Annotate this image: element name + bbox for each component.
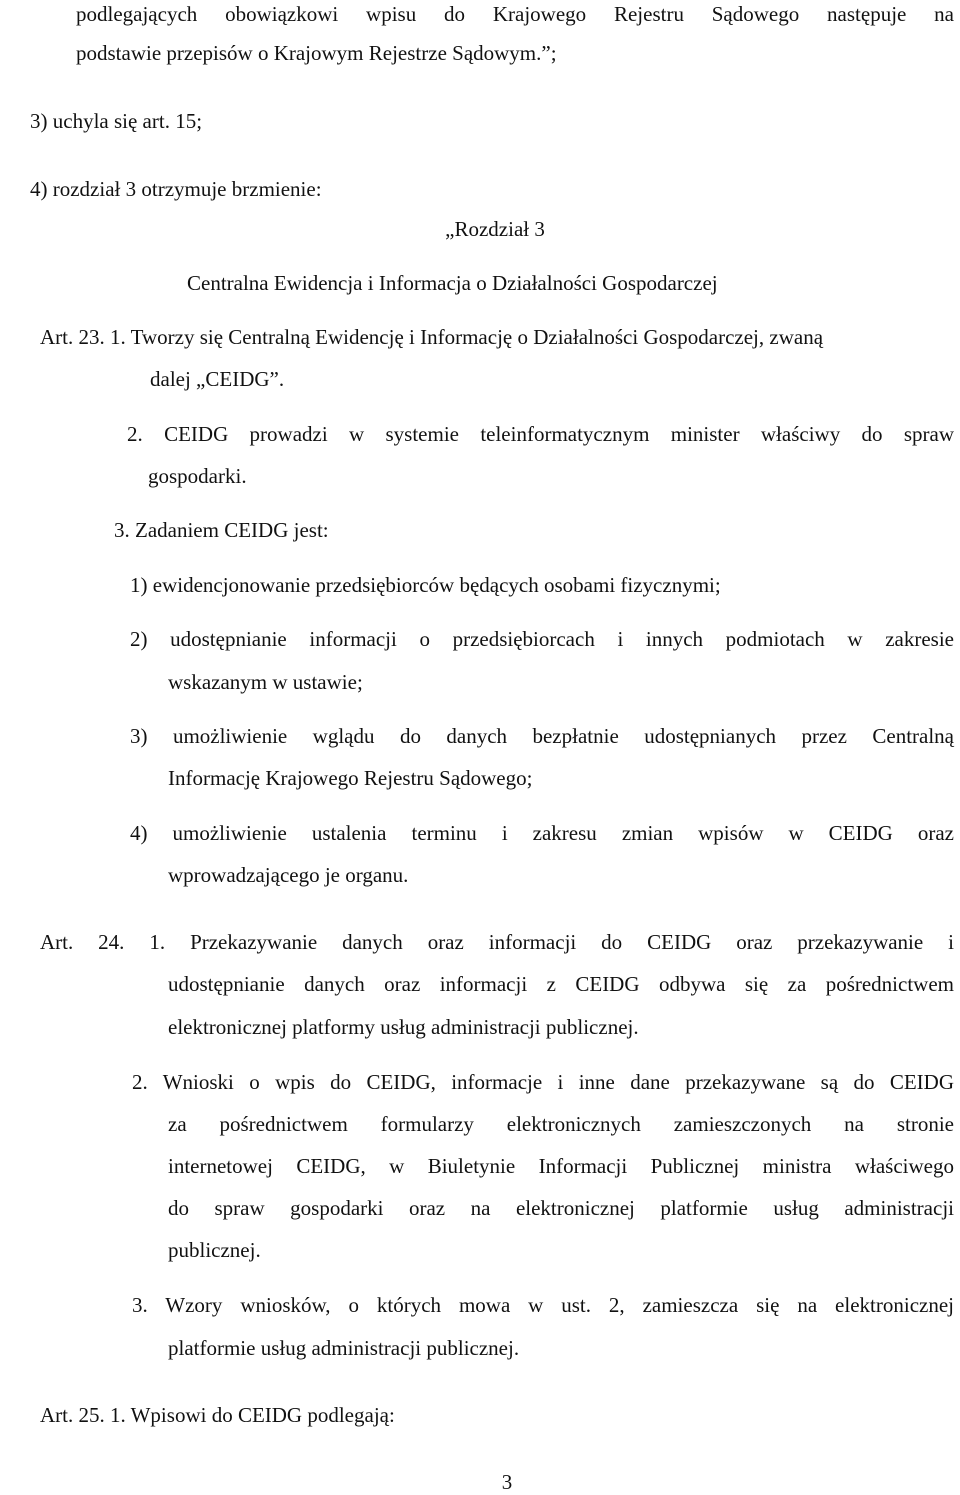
text-line: 2. Wnioski o wpis do CEIDG, informacje i inne dane przekazywane są do CEIDG <box>132 1070 954 1094</box>
text-line: dalej „CEIDG”. <box>150 367 285 391</box>
chapter-heading: „Rozdział 3 <box>445 217 545 241</box>
list-item: wprowadzającego je organu. <box>168 863 409 887</box>
text-line: Art. 24. 1. Przekazywanie danych oraz informacji do CEIDG oraz przekazywanie i <box>40 930 954 954</box>
text-line: za pośrednictwem formularzy elektronicznych zamieszczonych na stronie <box>168 1112 954 1136</box>
text-line: podlegających obowiązkowi wpisu do Krajowego Rejestru Sądowego następuje na <box>76 2 954 26</box>
text-line: Art. 25. 1. Wpisowi do CEIDG podlegają: <box>40 1403 395 1427</box>
text-line: Art. 23. 1. Tworzy się Centralną Ewidencję i Informację o Działalności Gospodarczej, zwaną <box>40 325 824 349</box>
text-line: internetowej CEIDG, w Biuletynie Informacji Publicznej ministra właściwego <box>168 1154 954 1178</box>
list-item: wskazanym w ustawie; <box>168 670 363 694</box>
text-line: gospodarki. <box>148 464 247 488</box>
text-line: 4) rozdział 3 otrzymuje brzmienie: <box>30 177 322 201</box>
chapter-title: Centralna Ewidencja i Informacja o Działalności Gospodarczej <box>187 271 718 295</box>
text-line: 3) uchyla się art. 15; <box>30 109 203 133</box>
list-item: 4) umożliwienie ustalenia terminu i zakresu zmian wpisów w CEIDG oraz <box>130 821 954 845</box>
text-line: 3. Zadaniem CEIDG jest: <box>114 518 329 542</box>
text-line: elektronicznej platformy usług administracji publicznej. <box>168 1015 639 1039</box>
list-item: 3) umożliwienie wglądu do danych bezpłatnie udostępnianych przez Centralną <box>130 724 954 748</box>
list-item: Informację Krajowego Rejestru Sądowego; <box>168 766 533 790</box>
list-item: 1) ewidencjonowanie przedsiębiorców będących osobami fizycznymi; <box>130 573 721 597</box>
text-line: platformie usług administracji publicznej. <box>168 1336 520 1360</box>
text-line: do spraw gospodarki oraz na elektronicznej platformie usług administracji <box>168 1196 954 1220</box>
text-line: 2. CEIDG prowadzi w systemie teleinformatycznym minister właściwy do spraw <box>127 422 954 446</box>
text-line: 3. Wzory wniosków, o których mowa w ust. 2, zamieszcza się na elektronicznej <box>132 1293 954 1317</box>
text-line: publicznej. <box>168 1238 261 1262</box>
text-line: udostępnianie danych oraz informacji z CEIDG odbywa się za pośrednictwem <box>168 972 954 996</box>
text-line: podstawie przepisów o Krajowym Rejestrze Sądowym.”; <box>76 41 557 65</box>
list-item: 2) udostępnianie informacji o przedsiębiorcach i innych podmiotach w zakresie <box>130 627 954 651</box>
page-number: 3 <box>501 1470 513 1494</box>
